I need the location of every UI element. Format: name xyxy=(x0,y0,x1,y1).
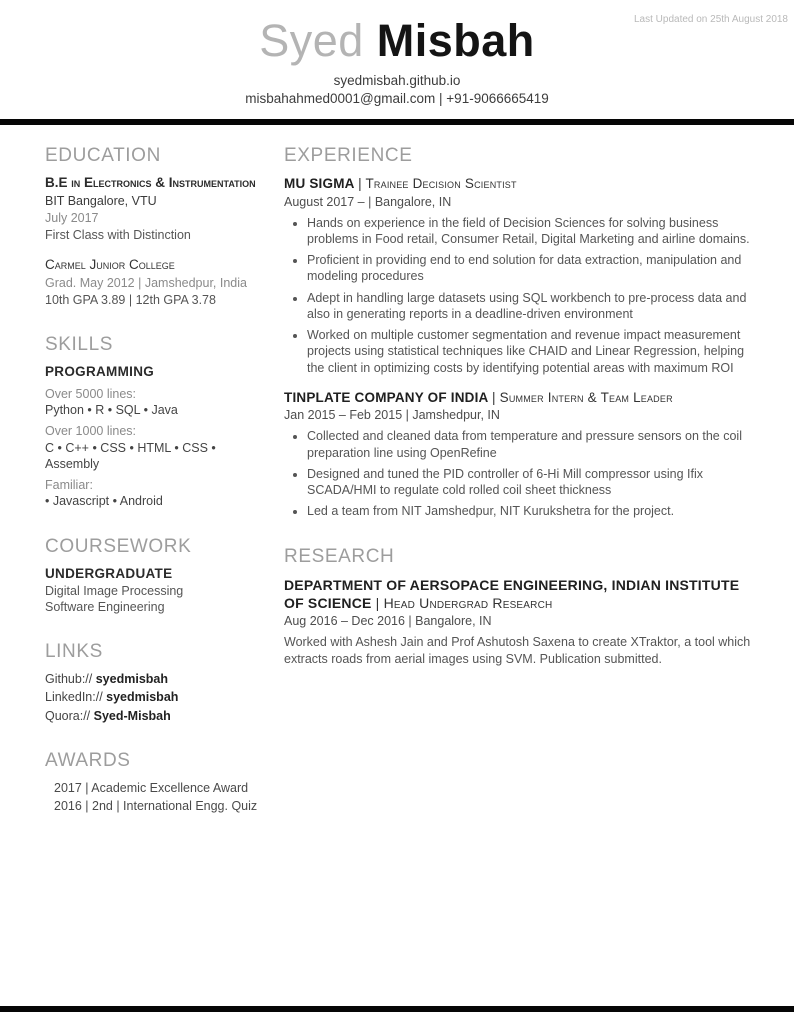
skill-group xyxy=(45,386,271,419)
research-heading: RESEARCH xyxy=(284,545,395,567)
course-item: Digital Image Processing xyxy=(45,583,184,598)
company-name: MU SIGMA xyxy=(284,176,355,191)
skills-heading: SKILLS xyxy=(45,334,114,355)
contact-line xyxy=(0,91,794,106)
links-heading: LINKS xyxy=(45,641,103,662)
education-item xyxy=(45,257,271,308)
job-date-location: Jan 2015 – Feb 2015 | Jamshedpur, IN xyxy=(284,408,500,423)
research-description: Worked with Ashesh Jain and Prof Ashutosh Saxena to create XTraktor, a tool which extracts roads from aerial images using SVM. Publication submitted. xyxy=(284,634,751,666)
skill-group-label: Over 5000 lines: xyxy=(45,386,137,401)
coursework-heading: COURSEWORK xyxy=(45,535,192,557)
coursework-section xyxy=(45,536,271,615)
skill-group xyxy=(45,477,271,510)
phone-number: +91-9066665419 xyxy=(446,91,549,106)
awards-list xyxy=(45,780,271,815)
links-section xyxy=(45,641,271,724)
course-item: Software Engineering xyxy=(45,599,165,614)
job-bullet: • Proficient in providing end to end solution for data extraction, manipulation and modeling procedures xyxy=(307,252,764,285)
link-item xyxy=(45,689,271,705)
resume-body xyxy=(0,125,794,840)
degree-detail: First Class with Distinction xyxy=(45,228,191,243)
job-title-line xyxy=(284,175,764,193)
coursework-subheading: UNDERGRADUATE xyxy=(45,565,173,581)
job-entry xyxy=(284,389,764,520)
experience-heading: EXPERIENCE xyxy=(284,145,413,166)
job-role: | Summer Intern & Team Leader xyxy=(491,389,673,405)
research-title-line xyxy=(284,576,754,612)
skills-section xyxy=(45,334,271,510)
education-item xyxy=(45,175,271,244)
quora-handle-link[interactable]: Syed-Misbah xyxy=(93,708,171,723)
last-updated-note: Last Updated on 25th August 2018 xyxy=(633,14,788,25)
right-column xyxy=(284,145,764,694)
job-bullets xyxy=(284,215,764,376)
skill-group-items: C • C++ • CSS • HTML • CSS • Assembly xyxy=(45,440,216,471)
degree-title: Carmel Junior College xyxy=(45,256,175,272)
github-handle-link[interactable]: syedmisbah xyxy=(95,672,168,686)
company-name: TINPLATE COMPANY OF INDIA xyxy=(284,389,488,405)
school-name: BIT Bangalore, VTU xyxy=(45,193,157,208)
skill-group-items: • Javascript • Android xyxy=(45,494,163,509)
skills-subheading: PROGRAMMING xyxy=(45,364,155,379)
job-bullet: • Led a team from NIT Jamshedpur, NIT Kurukshetra for the project. xyxy=(307,503,764,519)
degree-detail: 10th GPA 3.89 | 12th GPA 3.78 xyxy=(45,292,216,307)
linkedin-handle-link[interactable]: syedmisbah xyxy=(106,690,179,705)
education-section xyxy=(45,145,271,308)
research-section xyxy=(284,546,764,668)
skill-group-label: Familiar: xyxy=(45,478,93,493)
education-heading: EDUCATION xyxy=(45,145,161,166)
job-bullet: • Collected and cleaned data from temperature and pressure sensors on the coil preparation line using OpenRefine xyxy=(307,428,764,461)
footer-divider xyxy=(0,1006,794,1012)
research-date-location: Aug 2016 – Dec 2016 | Bangalore, IN xyxy=(284,613,492,628)
quora-label: Quora:// xyxy=(45,708,94,723)
job-bullet: • Designed and tuned the PID controller of 6-Hi Mill compressor using Ifix SCADA/HMI to regulate cold rolled coil sheet thickness xyxy=(307,466,764,499)
link-item xyxy=(45,671,271,687)
email-link[interactable]: misbahahmed0001@gmail.com xyxy=(245,91,436,106)
skill-group-label: Over 1000 lines: xyxy=(45,424,137,439)
school-name: Grad. May 2012 | Jamshedpur, India xyxy=(45,275,247,290)
linkedin-label: LinkedIn:// xyxy=(45,690,107,705)
job-date-location: August 2017 – | Bangalore, IN xyxy=(284,194,452,209)
job-title-line xyxy=(284,389,764,407)
job-entry xyxy=(284,175,764,376)
awards-section xyxy=(45,750,271,815)
link-item xyxy=(45,708,271,724)
last-name: Misbah xyxy=(376,15,535,66)
skill-group xyxy=(45,423,271,472)
contact-separator: | xyxy=(435,91,447,106)
research-role: | Head Undergrad Research xyxy=(375,594,553,611)
job-bullets xyxy=(284,428,764,519)
github-label: Github:// xyxy=(45,672,96,686)
job-role: | Trainee Decision Scientist xyxy=(358,176,517,191)
experience-section xyxy=(284,145,764,520)
degree-title: B.E in Electronics & Instrumentation xyxy=(45,175,256,190)
first-name: Syed xyxy=(259,15,364,66)
job-bullet: • Adept in handling large datasets using SQL workbench to pre-process data and also in generating reports in a deadline-driven environment xyxy=(307,290,764,323)
research-organization: DEPARTMENT OF AERSOPACE ENGINEERING, INDIAN INSTITUTE OF SCIENCE xyxy=(284,576,740,611)
award-item: 2017 | Academic Excellence Award xyxy=(54,780,249,795)
job-bullet: • Hands on experience in the field of Decision Sciences for solving business problems in Food retail, Consumer Retail, Digital Marketing and airline domains. xyxy=(307,215,764,248)
graduation-date: July 2017 xyxy=(45,211,99,226)
award-item: 2016 | 2nd | International Engg. Quiz xyxy=(54,799,258,813)
job-bullet: • Worked on multiple customer segmentation and revenue impact measurement projects using statistical techniques like CHAID and Linear Regression, helping the client in optimizing costs by identifying potential areas with maximum ROI xyxy=(307,327,764,376)
skill-group-items: Python • R • SQL • Java xyxy=(45,403,178,418)
website-link[interactable]: syedmisbah.github.io xyxy=(333,73,461,88)
left-column xyxy=(45,145,271,840)
awards-heading: AWARDS xyxy=(45,749,131,771)
